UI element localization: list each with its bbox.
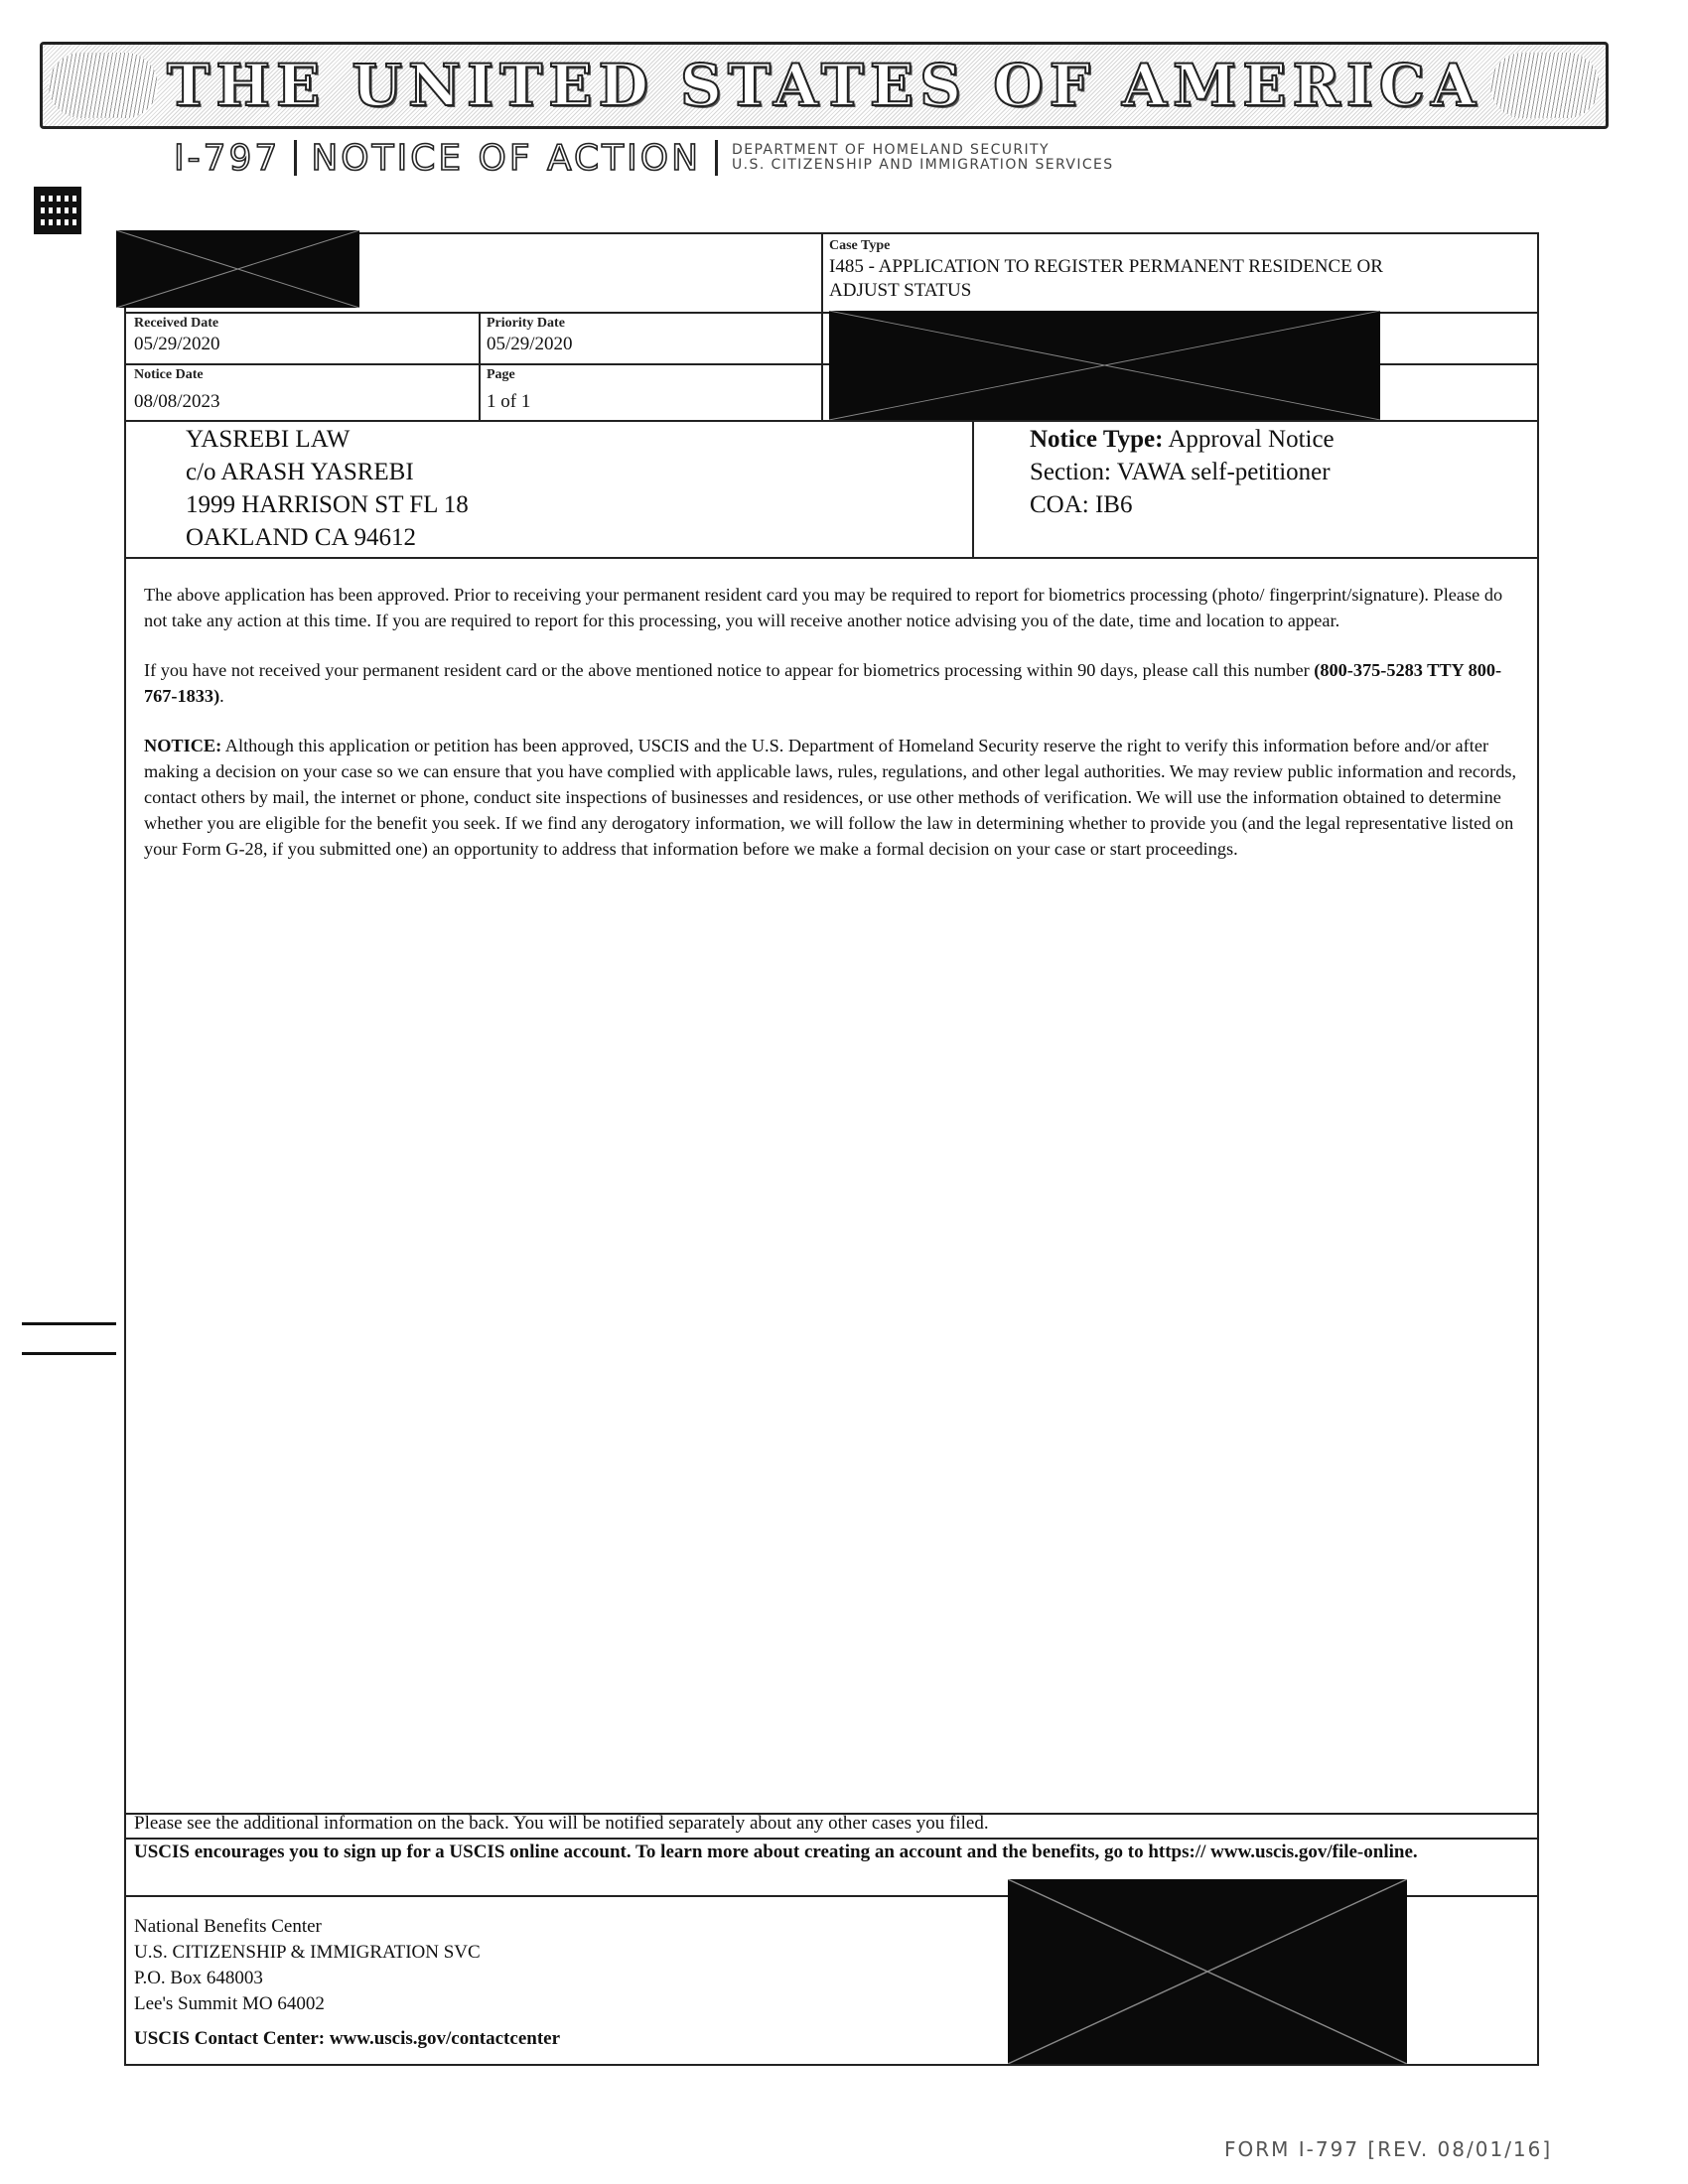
priority-date-value: 05/29/2020	[487, 334, 573, 354]
recipient-line-4: OAKLAND CA 94612	[186, 524, 416, 551]
office-line-3: P.O. Box 648003	[134, 1968, 263, 1988]
body-paragraph-1: The above application has been approved. Prior to receiving your permanent resident card you may be required to report for biometrics processing (photo/ fingerprint/signature). Please do not take any action at this time. If you are required to report for this processing, you will receive another notice advising you of the date, time and location to appear.	[144, 585, 1503, 630]
additional-info-line: Please see the additional information on the back. You will be notified separately about any other cases you filed.	[134, 1813, 989, 1834]
form-revision: FORM I-797 [REV. 08/01/16]	[1224, 2137, 1553, 2161]
notice-date-value: 08/08/2023	[134, 391, 220, 412]
page-label: Page	[487, 367, 515, 382]
office-line-1: National Benefits Center	[134, 1916, 322, 1937]
office-address	[134, 1914, 481, 2017]
received-date-value: 05/29/2020	[134, 334, 220, 354]
received-date-label: Received Date	[134, 316, 219, 331]
column-line	[479, 312, 481, 420]
notice-text: Although this application or petition has been approved, USCIS and the U.S. Department of Homeland Security reserve the right to verify this information before and/or after making a decision on your case so we can ensure that you have complied with applicable laws, rules, regulations, and other legal authorities. We may review public information and records, contact others by mail, the internet or phone, conduct site inspections of businesses and residences, or use other methods of verification. We will use the information obtained to determine whether you are eligible for the benefit you seek. If we find any derogatory information, we will follow the law in determining whether to provide you (and the legal representative listed on your Form G-28, if you submitted one) an opportunity to address that information before we make a formal decision on your case or start proceedings.	[144, 736, 1517, 859]
notice-section: Section: VAWA self-petitioner	[1030, 459, 1331, 485]
recipient-line-1: YASREBI LAW	[186, 426, 351, 453]
recipient-line-3: 1999 HARRISON ST FL 18	[186, 491, 469, 518]
recipient-line-2: c/o ARASH YASREBI	[186, 459, 414, 485]
office-line-4: Lee's Summit MO 64002	[134, 1993, 325, 2014]
case-type-value-line2: ADJUST STATUS	[829, 280, 972, 301]
online-account-line: USCIS encourages you to sign up for a USCIS online account. To learn more about creating an account and the benefits, go to https:// www.uscis.gov/file-online.	[134, 1842, 1418, 1862]
body-paragraph-2-text: If you have not received your permanent resident card or the above mentioned notice to appear for biometrics processing within 90 days, please call this number	[144, 660, 1310, 680]
priority-date-label: Priority Date	[487, 316, 565, 331]
header-banner	[40, 42, 1609, 129]
eagle-ornament-right	[1490, 53, 1600, 118]
case-type-label: Case Type	[829, 238, 891, 253]
case-type-value-line1: I485 - APPLICATION TO REGISTER PERMANENT RESIDENCE OR	[829, 256, 1383, 277]
page-value: 1 of 1	[487, 391, 531, 412]
notice-coa: COA: IB6	[1030, 491, 1133, 518]
department-name	[732, 143, 1114, 173]
recipient-address	[186, 423, 469, 554]
column-line	[821, 234, 823, 420]
department-line-1: DEPARTMENT OF HOMELAND SECURITY	[732, 142, 1050, 158]
form-number: I-797	[174, 137, 281, 179]
office-line-2: U.S. CITIZENSHIP & IMMIGRATION SVC	[134, 1942, 481, 1963]
document-title: NOTICE OF ACTION	[311, 137, 702, 179]
divider	[715, 140, 718, 176]
redacted-applicant-info	[829, 311, 1380, 420]
department-line-2: U.S. CITIZENSHIP AND IMMIGRATION SERVICES	[732, 157, 1114, 173]
divider	[294, 140, 297, 176]
body-paragraph-notice	[144, 733, 1524, 862]
banner-title: THE UNITED STATES OF AMERICA	[167, 52, 1481, 119]
notice-date-label: Notice Date	[134, 367, 204, 382]
notice-label: NOTICE:	[144, 736, 222, 755]
margin-mark	[22, 1352, 116, 1355]
notice-body	[144, 582, 1524, 886]
margin-mark	[22, 1322, 116, 1325]
notice-form	[124, 232, 1539, 2066]
body-paragraph-2	[144, 657, 1524, 709]
notice-type-block	[1030, 423, 1335, 521]
contact-center-line: USCIS Contact Center: www.uscis.gov/contactcenter	[134, 2028, 561, 2049]
body-paragraph-2-end: .	[219, 686, 224, 706]
notice-type-value: Approval Notice	[1168, 426, 1335, 453]
contact-phone: (800-375-5283 TTY 800-767-1833)	[144, 660, 1502, 706]
redacted-signature	[1008, 1879, 1407, 2064]
notice-subheader	[174, 133, 1114, 183]
eagle-ornament-left	[49, 53, 158, 118]
notice-type-label: Notice Type:	[1030, 426, 1164, 453]
column-line	[972, 420, 974, 557]
redacted-receipt-number	[116, 230, 359, 308]
barcode	[34, 187, 81, 234]
row-line	[126, 557, 1537, 559]
row-line	[126, 420, 1537, 422]
